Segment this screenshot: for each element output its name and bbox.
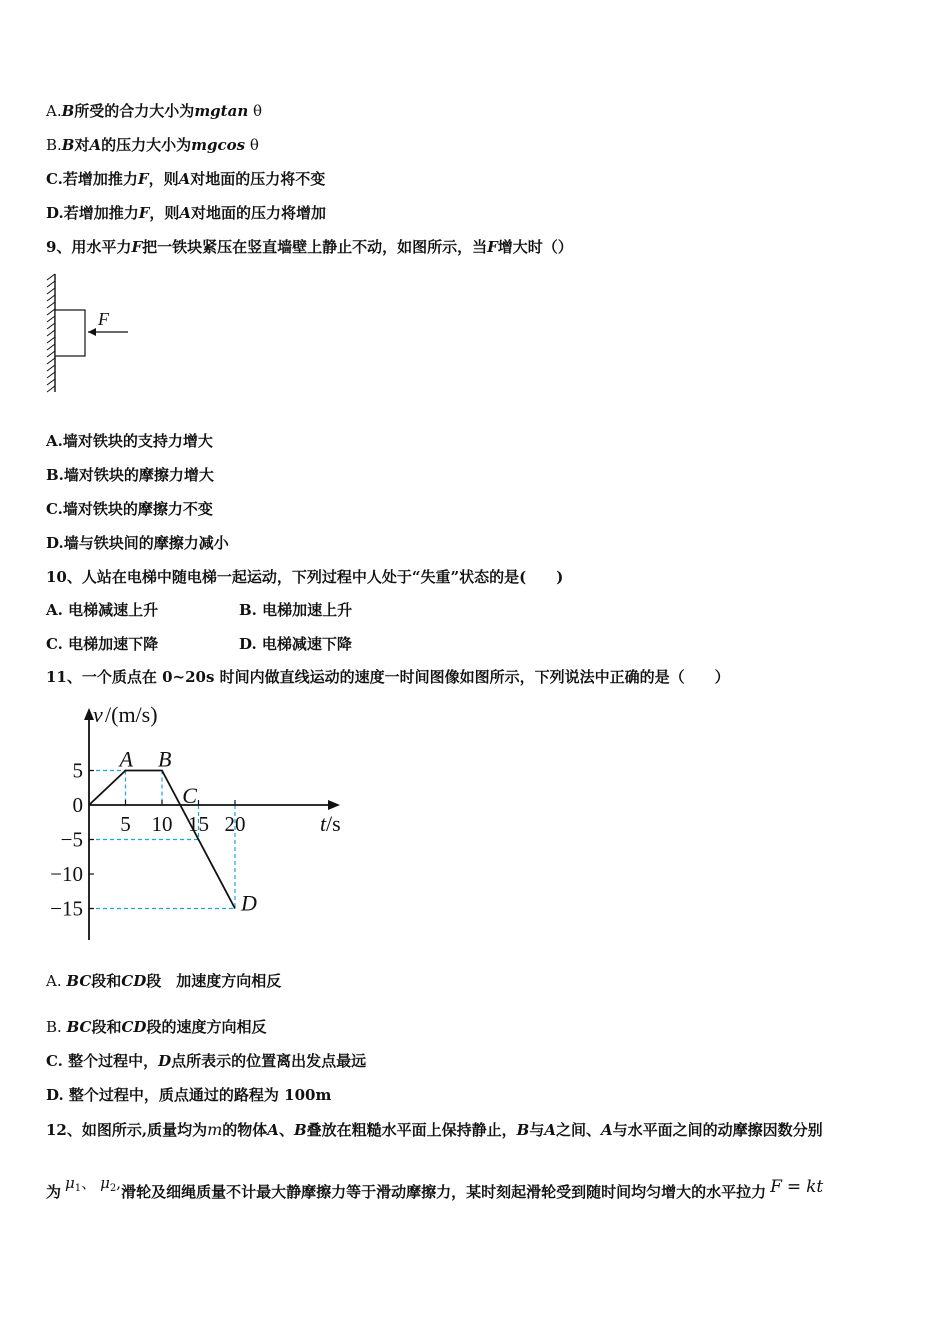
q8-option-b: B.B对A的压力大小为mgcos θ <box>46 136 259 154</box>
y-tick-label: 0 <box>72 793 83 817</box>
q10-option-c: C. 电梯加速下降 <box>46 635 159 653</box>
q10-option-d: D. 电梯减速下降 <box>239 635 352 653</box>
q8-option-c: C.若增加推力F，则A对地面的压力将不变 <box>46 170 326 188</box>
q11-stem: 11、一个质点在 0~20s 时间内做直线运动的速度一时间图像如图所示，下列说法中正确的是（ ） <box>46 668 730 686</box>
x-tick-label: 10 <box>151 812 173 836</box>
y-tick-label: −5 <box>60 827 83 852</box>
point-label: A <box>119 746 133 772</box>
iron-block <box>55 310 85 356</box>
q11-option-c: C. 整个过程中，D点所表示的位置离出发点最远 <box>46 1052 367 1070</box>
q9-option-a: A.墙对铁块的支持力增大 <box>46 432 213 450</box>
y-axis-var: v <box>93 702 103 727</box>
x-axis-unit: /s <box>326 811 341 836</box>
y-tick-label: −10 <box>50 862 83 886</box>
x-axis-var: t <box>320 811 327 836</box>
point-label: C <box>182 783 197 808</box>
y-tick-label: −15 <box>50 896 83 921</box>
x-tick-label: 20 <box>224 812 246 836</box>
q9-option-b: B.墙对铁块的摩擦力增大 <box>46 466 214 484</box>
q9-stem: 9、用水平力F把一铁块紧压在竖直墙壁上静止不动，如图所示，当F增大时（） <box>46 238 573 256</box>
q10-option-b: B. 电梯加速上升 <box>239 601 353 619</box>
force-label: F <box>98 309 109 329</box>
velocity-time-chart <box>40 700 360 950</box>
x-tick-label: 5 <box>120 812 131 836</box>
wall-hatch <box>47 274 55 392</box>
q11-option-a: A. BC段和CD段 加速度方向相反 <box>46 972 282 990</box>
chart-labels <box>50 702 341 921</box>
guide-lines <box>89 771 235 909</box>
q8-option-a: A.B所受的合力大小为mgtan θ <box>46 102 263 120</box>
q12-line-2: 为 $\mu^1$、 $\mu^2$,滑轮及细绳质量不计最大静摩擦力等于滑动摩擦力，某时刻起滑轮受到随时间均匀增大的水平拉力 F = kt <box>46 1174 824 1201</box>
q11-option-b: B. BC段和CD段的速度方向相反 <box>46 1018 267 1036</box>
x-tick-label: 15 <box>188 812 209 836</box>
q11-option-d: D. 整个过程中，质点通过的路程为 100m <box>46 1086 332 1104</box>
wall-block-figure <box>40 268 140 398</box>
point-label: D <box>241 890 257 916</box>
q12-line-1: 12、如图所示,质量均为m的物体A、B叠放在粗糙水平面上保持静止，B与A之间、A与水平面之间的动摩擦因数分别 <box>46 1120 823 1139</box>
q9-option-c: C.墙对铁块的摩擦力不变 <box>46 500 213 518</box>
y-axis-unit: /(m/s) <box>105 702 158 727</box>
y-tick-label: 5 <box>72 758 83 783</box>
q8-option-d: D.若增加推力F，则A对地面的压力将增加 <box>46 204 327 222</box>
q10-option-a: A. 电梯减速上升 <box>46 601 159 619</box>
q10-stem: 10、人站在电梯中随电梯一起运动，下列过程中人处于“失重”状态的是( ) <box>46 568 564 586</box>
force-arrowhead <box>88 328 96 336</box>
point-label: B <box>158 746 172 772</box>
x-axis-arrow <box>328 800 340 810</box>
q9-option-d: D.墙与铁块间的摩擦力减小 <box>46 534 229 552</box>
